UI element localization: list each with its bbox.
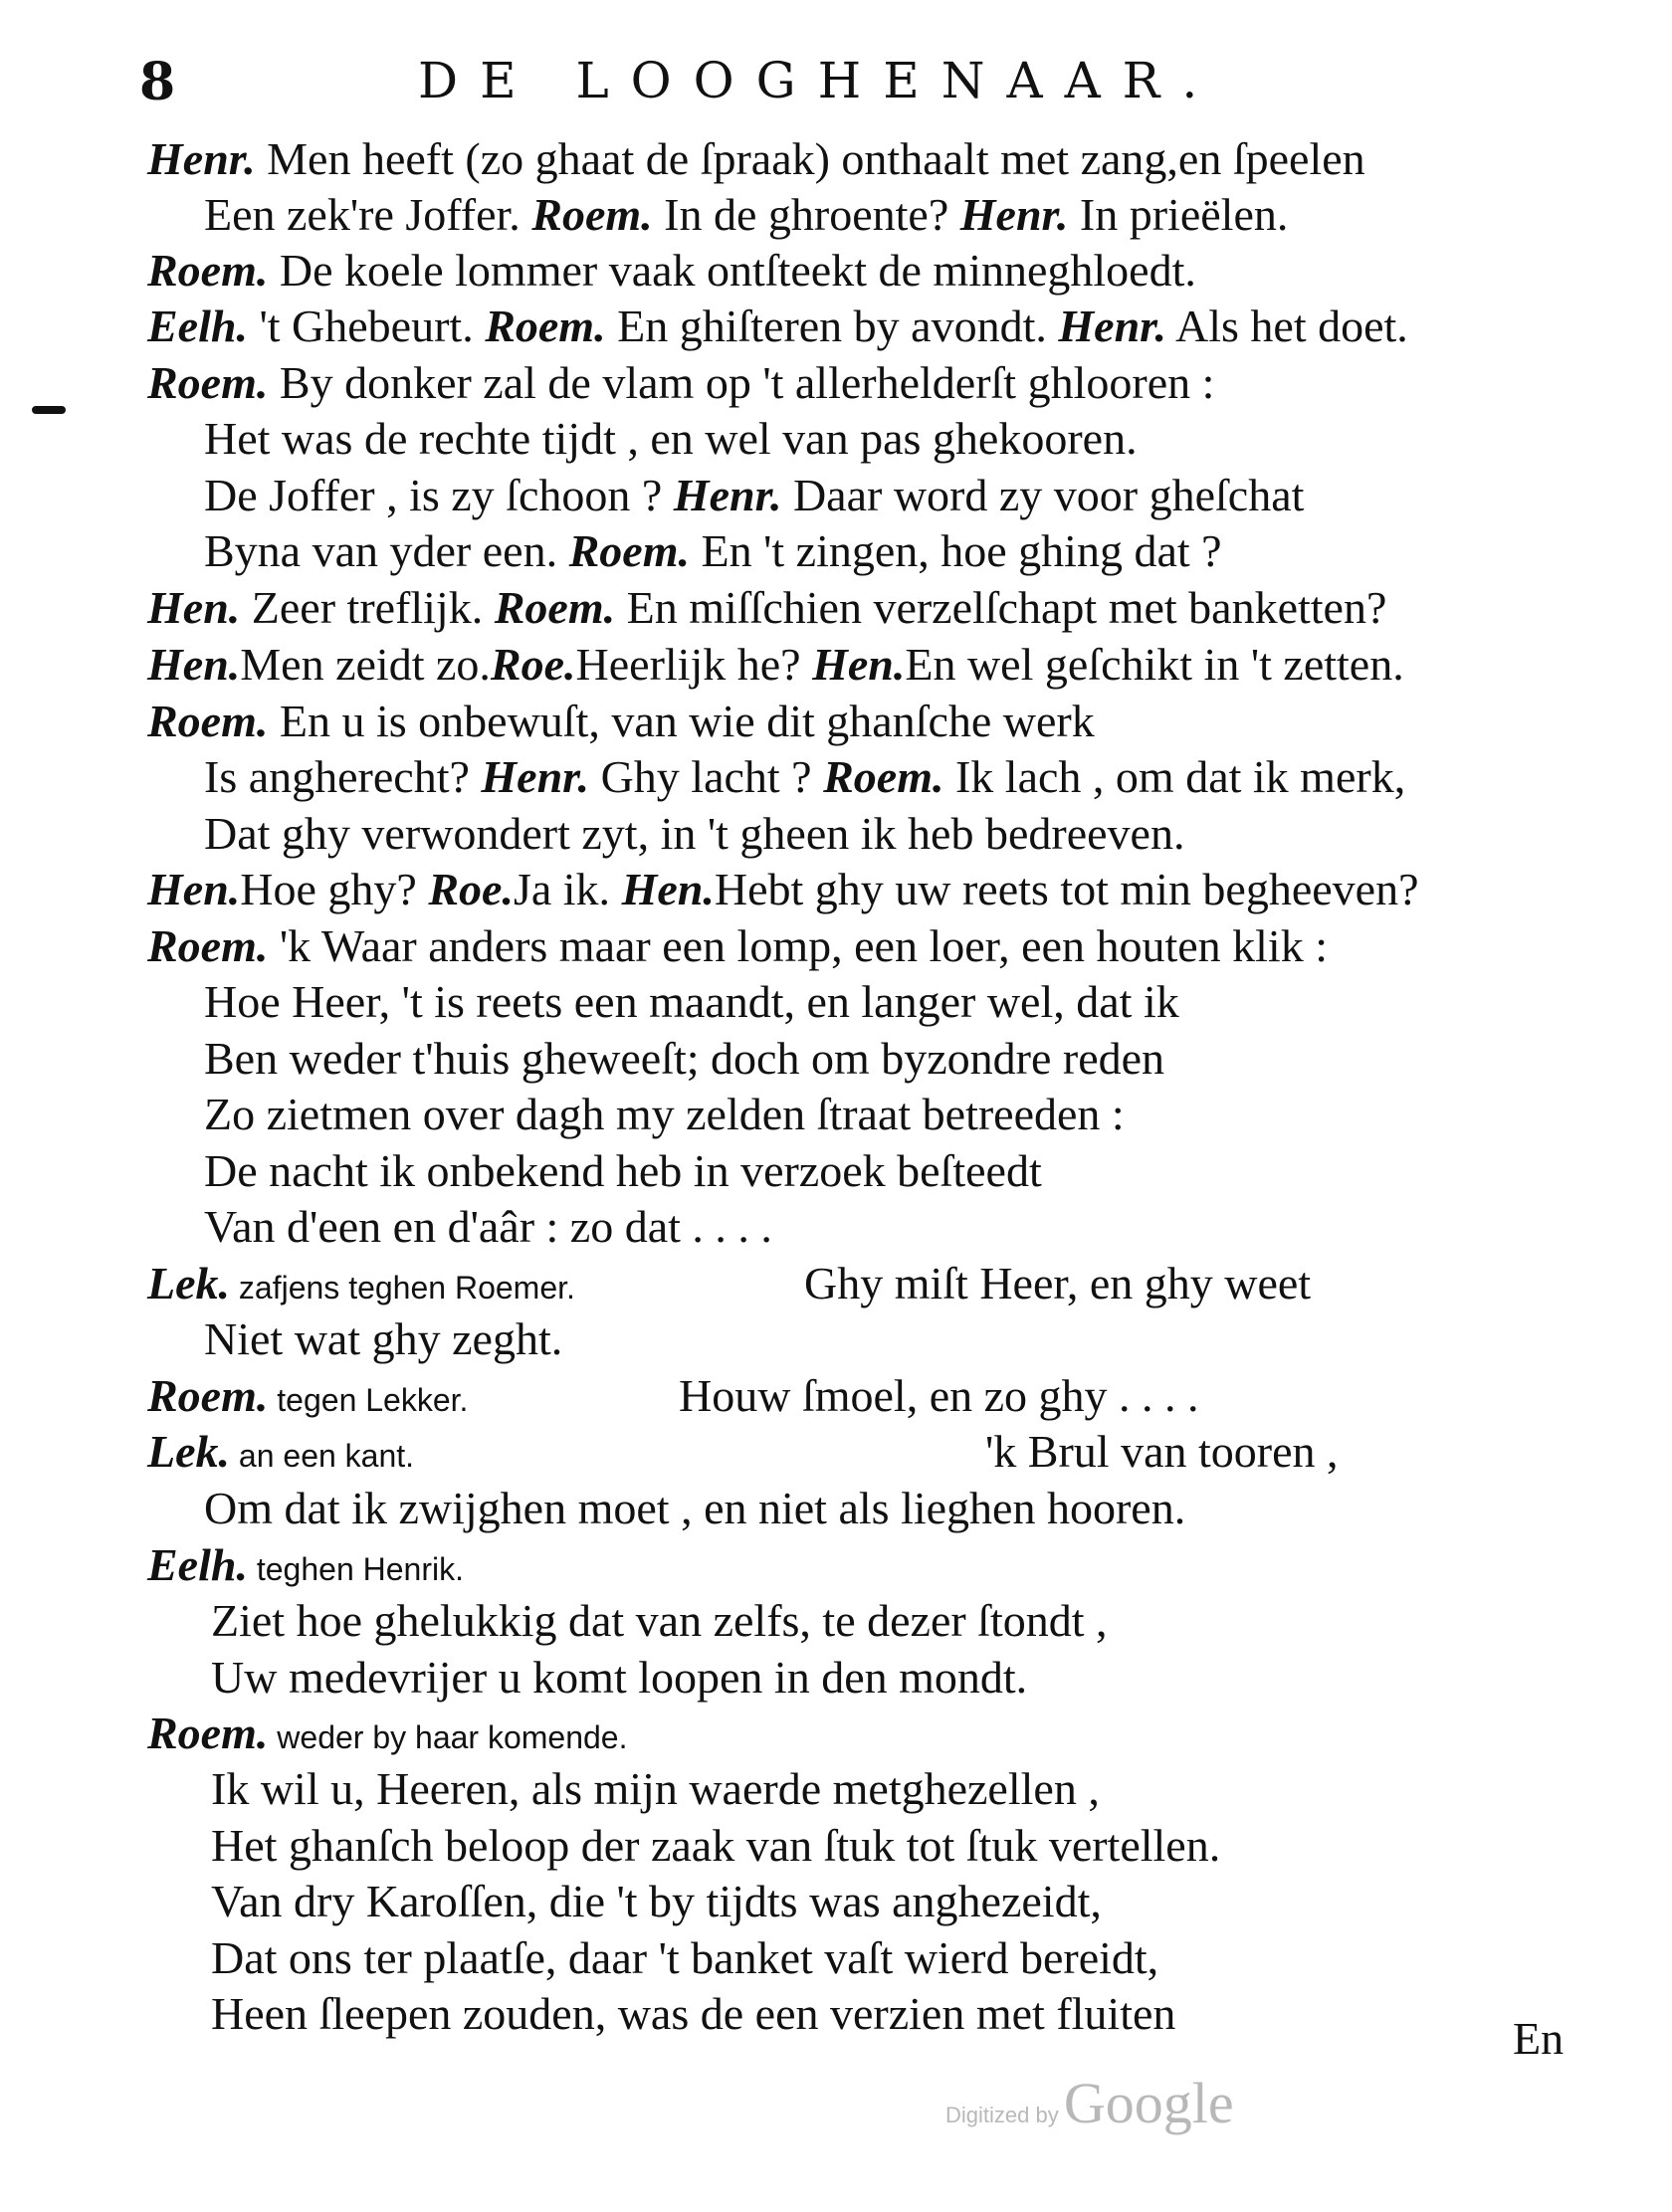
stage-direction: zafjens teghen Roemer. [230,1270,575,1306]
verse-line [211,1593,1108,1649]
verse-text-run: Men heeft (zo ghaat de ſpraak) onthaalt met zang,en ſpeelen [255,133,1365,184]
speaker-label: Roem. [147,1708,269,1758]
verse-text-run: Als het doet. [1166,301,1408,351]
verse-text-run: In de ghroente? [652,189,960,240]
speaker-label: Hen. [147,639,241,690]
verse-text-run: Heerlijk he? [575,639,813,690]
catchword: En [1513,2013,1565,2064]
verse-line [147,637,1404,693]
verse-text-run: 'k Waar anders maar een lomp, een loer, een houten klik : [268,920,1328,971]
verse-text-run: Ik wil u, Heeren, als mijn waerde metghezellen , [211,1763,1100,1814]
verse-text-run: Men zeidt zo. [240,639,491,690]
verse-text-run: En ghiſteren by avondt. [605,301,1059,351]
verse-text-run: De nacht ik onbekend heb in verzoek beſteedt [204,1145,1042,1196]
speaker-label: Hen. [621,864,715,914]
verse-text-run: By donker zal de vlam op 't allerhelderſt ghlooren : [268,357,1215,408]
verse-line [211,1818,1220,1874]
verse-text-run: Ghy lacht ? [589,751,824,802]
verse-text-run: Dat ons ter plaatſe, daar 't banket vaſt wierd bereidt, [211,1932,1159,1983]
verse-text-run: Het ghanſch beloop der zaak van ſtuk tot ſtuk vertellen. [211,1820,1221,1871]
verse-line [147,131,1365,187]
verse-line [147,862,1419,917]
verse-text-run: Hebt ghy uw reets tot min begheeven? [714,864,1419,914]
verse-line [147,694,1095,749]
verse-text-run: Dat ghy verwondert zyt, in 't gheen ik heb bedreeven. [204,808,1185,859]
verse-text-run: Ziet hoe ghelukkig dat van zelfs, te dezer ſtondt , [211,1595,1108,1646]
verse-text-run: En wel geſchikt in 't zetten. [905,639,1404,690]
verse-text-run: Ja ik. [513,864,622,914]
verse-text-run: Heen ſleepen zouden, was de een verzien met fluiten [211,1988,1176,2039]
verse-text-run: En u is onbewuſt, van wie dit ghanſche werk [268,696,1095,746]
verse-text-run: Hoe Heer, 't is reets een maandt, en langer wel, dat ik [204,976,1179,1027]
verse-line [147,1537,464,1597]
speaker-label: Roem. [823,751,944,802]
verse-text-run: Een zek're Joffer. [204,189,532,240]
speaker-label: Henr. [673,470,782,520]
verse-text-run: Ben weder t'huis gheweeſt; doch om byzondre reden [204,1033,1165,1084]
speaker-label: Lek. [147,1426,231,1477]
verse-line [211,1874,1102,1929]
speaker-label: Hen. [147,582,241,633]
margin-mark [32,406,66,414]
digitized-watermark [945,2070,1234,2136]
verse-text-run: Zo zietmen over dagh my zelden ſtraat betreeden : [204,1089,1125,1139]
verse-text-run: In prieëlen. [1068,189,1289,240]
verse-text-run: Hoe ghy? [240,864,429,914]
verse-line [204,1087,1125,1142]
speaker-label: Lek. [147,1258,231,1308]
speaker-label: Hen. [147,864,241,914]
verse-line [204,1481,1185,1536]
verse-text-run: Uw medevrijer u komt loopen in den mondt. [211,1652,1028,1703]
verse-text-run: Zeer treflijk. [240,582,495,633]
verse-text-run: De koele lommer vaak ontſteekt de minneghloedt. [268,245,1196,296]
verse-line [147,1256,1312,1315]
verse-text-run: Van dry Karoſſen, die 't by tijdts was anghezeidt, [211,1876,1102,1926]
watermark-brand: Google [1063,2071,1234,2135]
verse-text-run: Byna van yder een. [204,525,569,576]
stage-direction: teghen Henrik. [247,1551,464,1587]
speaker-label: Henr. [1058,301,1167,351]
verse-line [147,1424,1339,1484]
verse-text-run: 'k Brul van tooren , [985,1426,1339,1477]
verse-text-run: Van d'een en d'aâr : zo dat . . . . [204,1201,772,1252]
page-number: 8 [139,52,176,112]
verse-line [211,1761,1100,1817]
verse-text-run: Ghy miſt Heer, en ghy weet [804,1258,1312,1308]
verse-line [204,974,1179,1030]
verse-text-run: Niet wat ghy zeght. [204,1313,563,1364]
page-header [139,52,1612,121]
verse-line [204,411,1138,467]
verse-text-run: 't Ghebeurt. [247,301,486,351]
speaker-label: Roem. [485,301,606,351]
speaker-label: Hen. [812,639,906,690]
speaker-label: Roem. [147,920,269,971]
speaker-label: Henr. [481,751,590,802]
stage-direction: an een kant. [230,1438,415,1474]
watermark-prefix: Digitized by [945,2103,1059,2127]
speaker-label: Roem. [494,582,616,633]
verse-line [211,1986,1175,2042]
verse-line [204,1143,1042,1199]
verse-line [204,806,1184,862]
speaker-label: Roem. [531,189,653,240]
verse-text-run: Houw ſmoel, en zo ghy . . . . [679,1370,1199,1421]
verse-text-run: De Joffer , is zy ſchoon ? [204,470,674,520]
verse-line [147,355,1214,411]
speaker-label: Roe. [428,864,514,914]
stage-direction: tegen Lekker. [268,1382,469,1418]
verse-line [204,749,1405,805]
verse-line [147,580,1386,636]
verse-text-run: Is angherecht? [204,751,482,802]
verse-line [147,918,1328,974]
speaker-label: Eelh. [147,301,248,351]
running-title: DE LOOGHENAAR. [418,52,1220,109]
verse-line [204,1311,562,1367]
verse-line [147,1368,1199,1428]
verse-line [147,243,1196,299]
speaker-label: Eelh. [147,1539,248,1590]
verse-line [204,187,1288,243]
verse-line [147,1706,627,1765]
verse-text-run: En 't zingen, hoe ghing dat ? [689,525,1222,576]
verse-line [204,468,1304,523]
verse-text-run: Om dat ik zwijghen moet , en niet als lieghen hooren. [204,1483,1186,1533]
speaker-label: Henr. [959,189,1069,240]
verse-text-run: Het was de rechte tijdt , en wel van pas ghekooren. [204,413,1138,464]
verse-line [204,1031,1164,1087]
speaker-label: Roem. [147,696,269,746]
speaker-label: Roem. [568,525,690,576]
verse-text-run: En miſſchien verzelſchapt met banketten? [615,582,1387,633]
stage-direction: weder by haar komende. [268,1719,628,1755]
speaker-label: Roem. [147,1370,269,1421]
speaker-label: Henr. [147,133,256,184]
verse-line [147,299,1408,354]
verse-text-run: Daar word zy voor gheſchat [781,470,1305,520]
verse-text-run: Ik lach , om dat ik merk, [943,751,1406,802]
verse-line [204,523,1222,579]
speaker-label: Roe. [490,639,576,690]
speaker-label: Roem. [147,245,269,296]
verse-line [211,1930,1158,1986]
verse-line [211,1650,1027,1706]
speaker-label: Roem. [147,357,269,408]
verse-line [204,1199,772,1255]
